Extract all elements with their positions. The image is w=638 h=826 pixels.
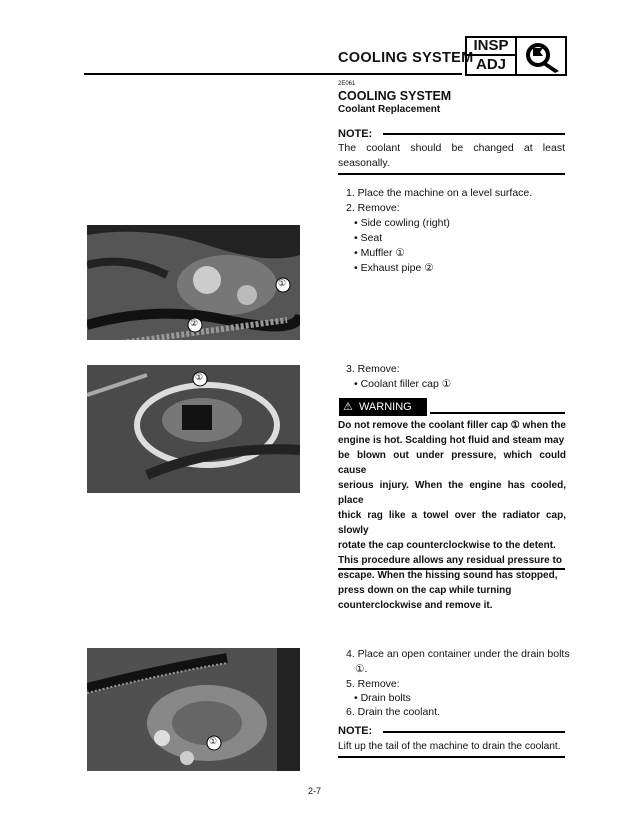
list-item: • Seat (354, 232, 383, 244)
step-5: 5. Remove: (346, 678, 400, 690)
warning-line: serious injury. When the engine has cooled, place (338, 480, 566, 506)
callout-1: ① (278, 278, 287, 288)
note-text: Lift up the tail of the machine to drain the coolant. (338, 741, 561, 752)
list-item: • Drain bolts (354, 692, 411, 704)
badge-adj: ADJ (467, 55, 517, 74)
step-3-list (354, 377, 451, 392)
section-title: COOLING SYSTEM (338, 89, 452, 103)
warning-badge (339, 398, 427, 416)
step-4: 4. Place an open container under the drain bolts (346, 648, 570, 660)
photo-muffler-exhaust (87, 225, 300, 355)
warning-rule-bottom (338, 568, 565, 570)
warning-line: This procedure allows any residual pressure to (338, 555, 562, 566)
step-4-cont: ①. (355, 663, 368, 675)
badge-insp: INSP (467, 37, 517, 56)
note-rule-bottom (338, 756, 565, 758)
warning-line: rotate the cap counterclockwise to the detent. (338, 540, 556, 551)
warning-line: counterclockwise and remove it. (338, 600, 493, 611)
note-label: NOTE: (338, 725, 373, 737)
note-label: NOTE: (338, 128, 373, 140)
list-item: • Coolant filler cap ① (354, 378, 452, 390)
note-rule-bottom (338, 173, 565, 175)
page-number: 2-7 (308, 786, 322, 796)
header-rule (84, 73, 462, 75)
warning-label: WARNING (358, 401, 412, 413)
wrench-magnifier-icon (521, 40, 563, 73)
step-1: 1. Place the machine on a level surface. (346, 187, 533, 199)
warning-line: escape. When the hissing sound has stopped, (338, 570, 558, 581)
warning-rule (430, 412, 565, 414)
warning-line: press down on the cap while turning (338, 585, 512, 596)
warning-line: be blown out under pressure, which could cause (338, 450, 566, 476)
list-item: • Muffler ① (354, 247, 405, 259)
photo-illustration (87, 365, 300, 493)
note-rule (383, 133, 565, 135)
step-6: 6. Drain the coolant. (346, 706, 440, 718)
section-code: 2E061 (338, 81, 356, 87)
list-item: • Exhaust pipe ② (354, 262, 434, 274)
warning-text (338, 418, 566, 613)
step-2: 2. Remove: (346, 202, 400, 214)
callout-1: ① (195, 372, 204, 382)
callout-2: ② (190, 318, 199, 328)
warning-line: Do not remove the coolant filler cap ① when the (338, 420, 566, 431)
photo-illustration (87, 225, 300, 355)
section-subtitle: Coolant Replacement (338, 104, 441, 115)
step-2-list (354, 216, 450, 276)
step-3: 3. Remove: (346, 363, 400, 375)
header-title: COOLING SYSTEM (338, 50, 474, 66)
warning-line: thick rag like a towel over the radiator cap, slowly (338, 510, 566, 536)
list-item: • Side cowling (right) (354, 217, 450, 229)
note-rule (383, 731, 565, 733)
warning-line: engine is hot. Scalding hot fluid and steam may (338, 435, 565, 446)
photo-filler-cap (87, 365, 300, 493)
photo-drain-bolts (87, 648, 300, 771)
warning-triangle-icon: ⚠ (343, 401, 353, 413)
note-text: The coolant should be changed at least seasonally. (338, 142, 565, 169)
step-5-list (354, 691, 411, 706)
photo-illustration (87, 648, 300, 771)
callout-1: ① (209, 736, 218, 746)
